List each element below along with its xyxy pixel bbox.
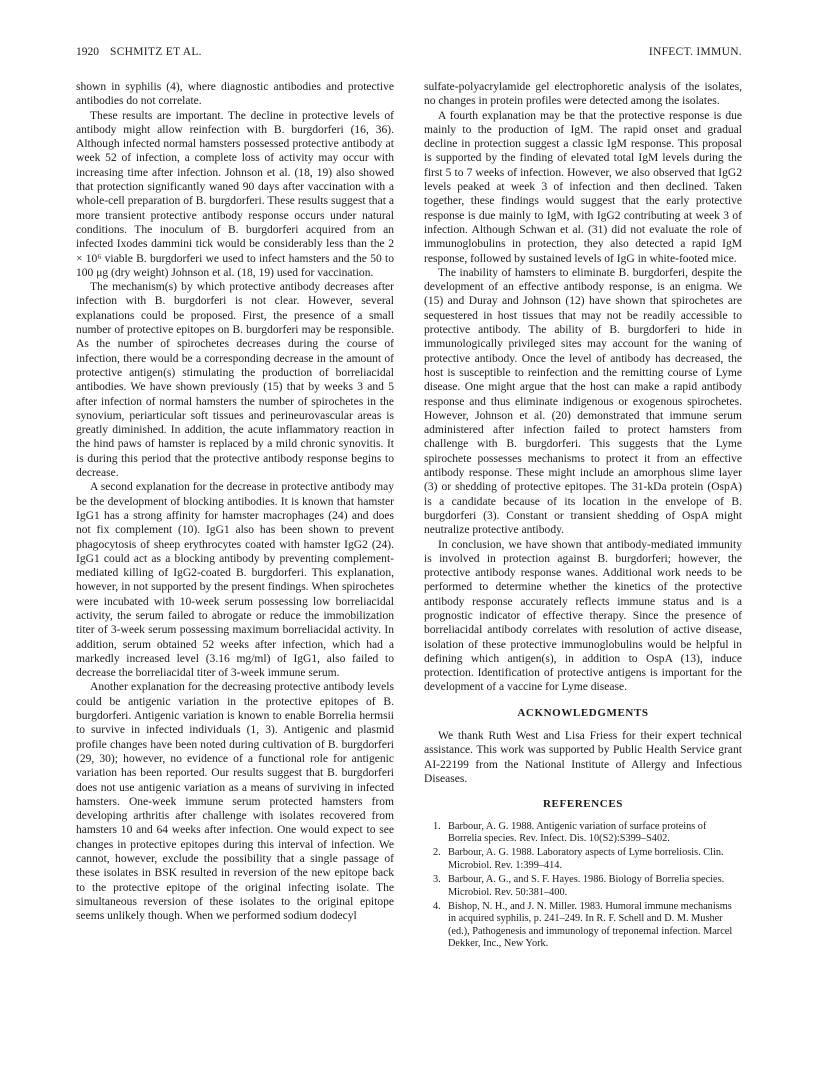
paragraph: A fourth explanation may be that the protective response is due mainly to the production of IgM. The rapid onset and gradual decline in protection suggest a classic IgM response. This proposal is supported by the finding of elevated total IgM levels during the first 5 to 7 weeks of infection. However, we also observed that IgG2 levels peaked at week 3 of infection and then declined. Taken together, these findings would suggest that the early protective response is due mainly to IgM, with IgG2 contributing at week 3 of infection. Although Schwan et al. (31) did not evaluate the role of immunoglobulins in protection, they also detected a rapid IgM response, followed by sustained levels of IgG in white-footed mice. [424, 109, 742, 265]
reference-list [424, 821, 742, 951]
running-header [76, 46, 742, 62]
paragraph: The inability of hamsters to eliminate B. burgdorferi, despite the development of an effective antibody response, is an enigma. We (15) and Duray and Johnson (12) have shown that spirochetes are sequestered in host tissues that may not be readily accessible to protective antibody. The ability of B. burgdorferi to hide in immunologically privileged sites may account for the waning of protective antibody. Once the level of antibody has decreased, the host is susceptible to reinfection and the remitting course of Lyme disease. One might argue that the host can make a rapid antibody response and thus eliminate indigenous or exogenous spirochetes. However, Johnson et al. (20) demonstrated that immune serum administered after infection failed to protect hamsters from challenge with B. burgdorferi. This suggests that the Lyme spirochete possesses mechanisms to protect it from an effective antibody response. These might include an amorphous slime layer (3) or shedding of protective epitopes. The 31-kDa protein (OspA) is a candidate because of its location in the envelope of B. burgdorferi (3). Constant or transient shedding of OspA might neutralize protective antibody. [424, 266, 742, 537]
reference-item [424, 821, 742, 846]
paragraph: sulfate-polyacrylamide gel electrophoretic analysis of the isolates, no changes in protein profiles were detected among the isolates. [424, 81, 742, 108]
reference-text: Barbour, A. G. 1988. Antigenic variation of surface proteins of Borrelia species. Rev. Infect. Dis. 10(S2):S399–S402. [448, 820, 707, 844]
acknowledgments-heading: ACKNOWLEDGMENTS [517, 706, 649, 719]
reference-number: 1. [433, 820, 441, 832]
reference-text: Bishop, N. H., and J. N. Miller. 1983. Humoral immune mechanisms in acquired syphilis, p. 241–249. In R. F. Schell and D. M. Musher (ed.), Pathogenesis and immunology of treponemal infection. Marcel Dekker, Inc., New York. [448, 900, 733, 950]
reference-text: Barbour, A. G., and S. F. Hayes. 1986. Biology of Borrelia species. Microbiol. Rev. 50:381–400. [448, 874, 725, 898]
paragraph: shown in syphilis (4), where diagnostic antibodies and protective antibodies do not correlate. [76, 81, 394, 108]
reference-number: 4. [433, 900, 441, 912]
paragraph: Another explanation for the decreasing protective antibody levels could be antigenic variation in the protective epitopes of B. burgdorferi. Antigenic variation is known to enable Borrelia hermsii to survive in infected individuals (1, 3). Antigenic and plasmid profile changes have been noted during cultivation of B. burgdorferi (29, 30); however, no evidence of a functional role for antigenic variation has been reported. Our results suggest that B. burgdorferi does not use antigenic variation as a means of surviving in infected hamsters. One-week immune serum protected hamsters from developing arthritis after challenge with isolates recovered from hamsters 10 and 64 weeks after infection. One would expect to see changes in protective epitopes during this interval of infection. We cannot, however, exclude the possibility that a single passage of these isolates in BSK resulted in reversion of the new epitope back to the protective epitope of the original infecting isolate. The simultaneous reversion of these isolates to the original epitope seems unlikely though. When we performed sodium dodecyl [76, 681, 394, 923]
right-column [424, 80, 742, 953]
reference-item [424, 874, 742, 899]
page-number: 1920 [76, 46, 99, 58]
paragraph: The mechanism(s) by which protective antibody decreases after infection with B. burgdorferi is not clear. However, several explanations could be proposed. First, the presence of a small number of protective epitopes on B. burgdorferi may be responsible. As the number of spirochetes decreases during the course of infection, there would be a corresponding decrease in the amount of protective antigen(s) stimulating the production of borreliacidal antibodies. We have shown previously (15) that by weeks 3 and 5 after infection of normal hamsters the number of spirochetes in the synovium, periarticular soft tissues and perineurovascular areas is greatly diminished. In addition, the acute inflammatory reaction in the hind paws of hamster is replaced by a mild chronic synovitis. It is during this period that the protective antibody response begins to decrease. [76, 281, 394, 480]
reference-number: 3. [433, 874, 441, 886]
running-head-journal: INFECT. IMMUN. [648, 46, 742, 58]
reference-text: Barbour, A. G. 1988. Laboratory aspects of Lyme borreliosis. Clin. Microbiol. Rev. 1:399–414. [448, 847, 724, 871]
paragraph: In conclusion, we have shown that antibody-mediated immunity is involved in protection against B. burgdorferi; however, the protective antibody response wanes. Additional work needs to be performed to determine whether the kinetics of the protective antibody response accurately reflects immune status and is a prognostic indicator of effective therapy. Since the presence of borreliacidal antibody correlates with resolution of active disease, isolation of these protective immunoglobulins would be helpful in defining which antigen(s), in addition to OspA (13), induce protection. Identification of protective antigens is important for the development of a vaccine for Lyme disease. [424, 538, 742, 694]
paragraph: These results are important. The decline in protective levels of antibody might allow reinfection with B. burgdorferi (16, 36). Although infected normal hamsters possessed protective antibody at week 52 of infection, a complete loss of activity may occur with increasing time after infection. Johnson et al. (18, 19) also showed that protection significantly waned 90 days after vaccination with a whole-cell preparation of B. burgdorferi. These results suggest that a more transient protective antibody response occurs under natural conditions. The inoculum of B. burgdorferi acquired from an infected Ixodes dammini tick would be considerably less than the 2 × 10⁶ viable B. burgdorferi we used to infect hamsters and the 50 to 100 μg (dry weight) Johnson et al. (18, 19) used for vaccination. [76, 109, 394, 279]
reference-item [424, 847, 742, 872]
reference-item [424, 901, 742, 951]
left-column [76, 80, 394, 924]
acknowledgments-text: We thank Ruth West and Lisa Friess for their expert technical assistance. This work was supported by Public Health Service grant AI-22199 from the National Institute of Allergy and Infectious Diseases. [424, 730, 742, 785]
reference-number: 2. [433, 847, 441, 859]
references-heading: REFERENCES [543, 798, 623, 811]
paragraph: A second explanation for the decrease in protective antibody may be the development of blocking antibodies. It is known that hamster IgG1 has a strong affinity for hamster macrophages (24) and does not fix complement (10). IgG1 also has been shown to prevent phagocytosis of sheep erythrocytes coated with hamster IgG2 (24). IgG1 could act as a blocking antibody by preventing complement-mediated killing of IgG2-coated B. burgdorferi. This explanation, however, in not supported by the present findings. When spirochetes were incubated with 10-week serum possessing low borreliacidal activity, the serum failed to abrogate or reduce the immobilization titer of 3-week serum possessing maximum borreliacidal activity. In addition, serum obtained 52 weeks after infection, which had a markedly increased level (3.16 mg/ml) of IgG1, also failed to decrease the borreliacidal titer of 3-week immune serum. [76, 481, 394, 680]
running-head-authors: SCHMITZ ET AL. [110, 46, 202, 58]
